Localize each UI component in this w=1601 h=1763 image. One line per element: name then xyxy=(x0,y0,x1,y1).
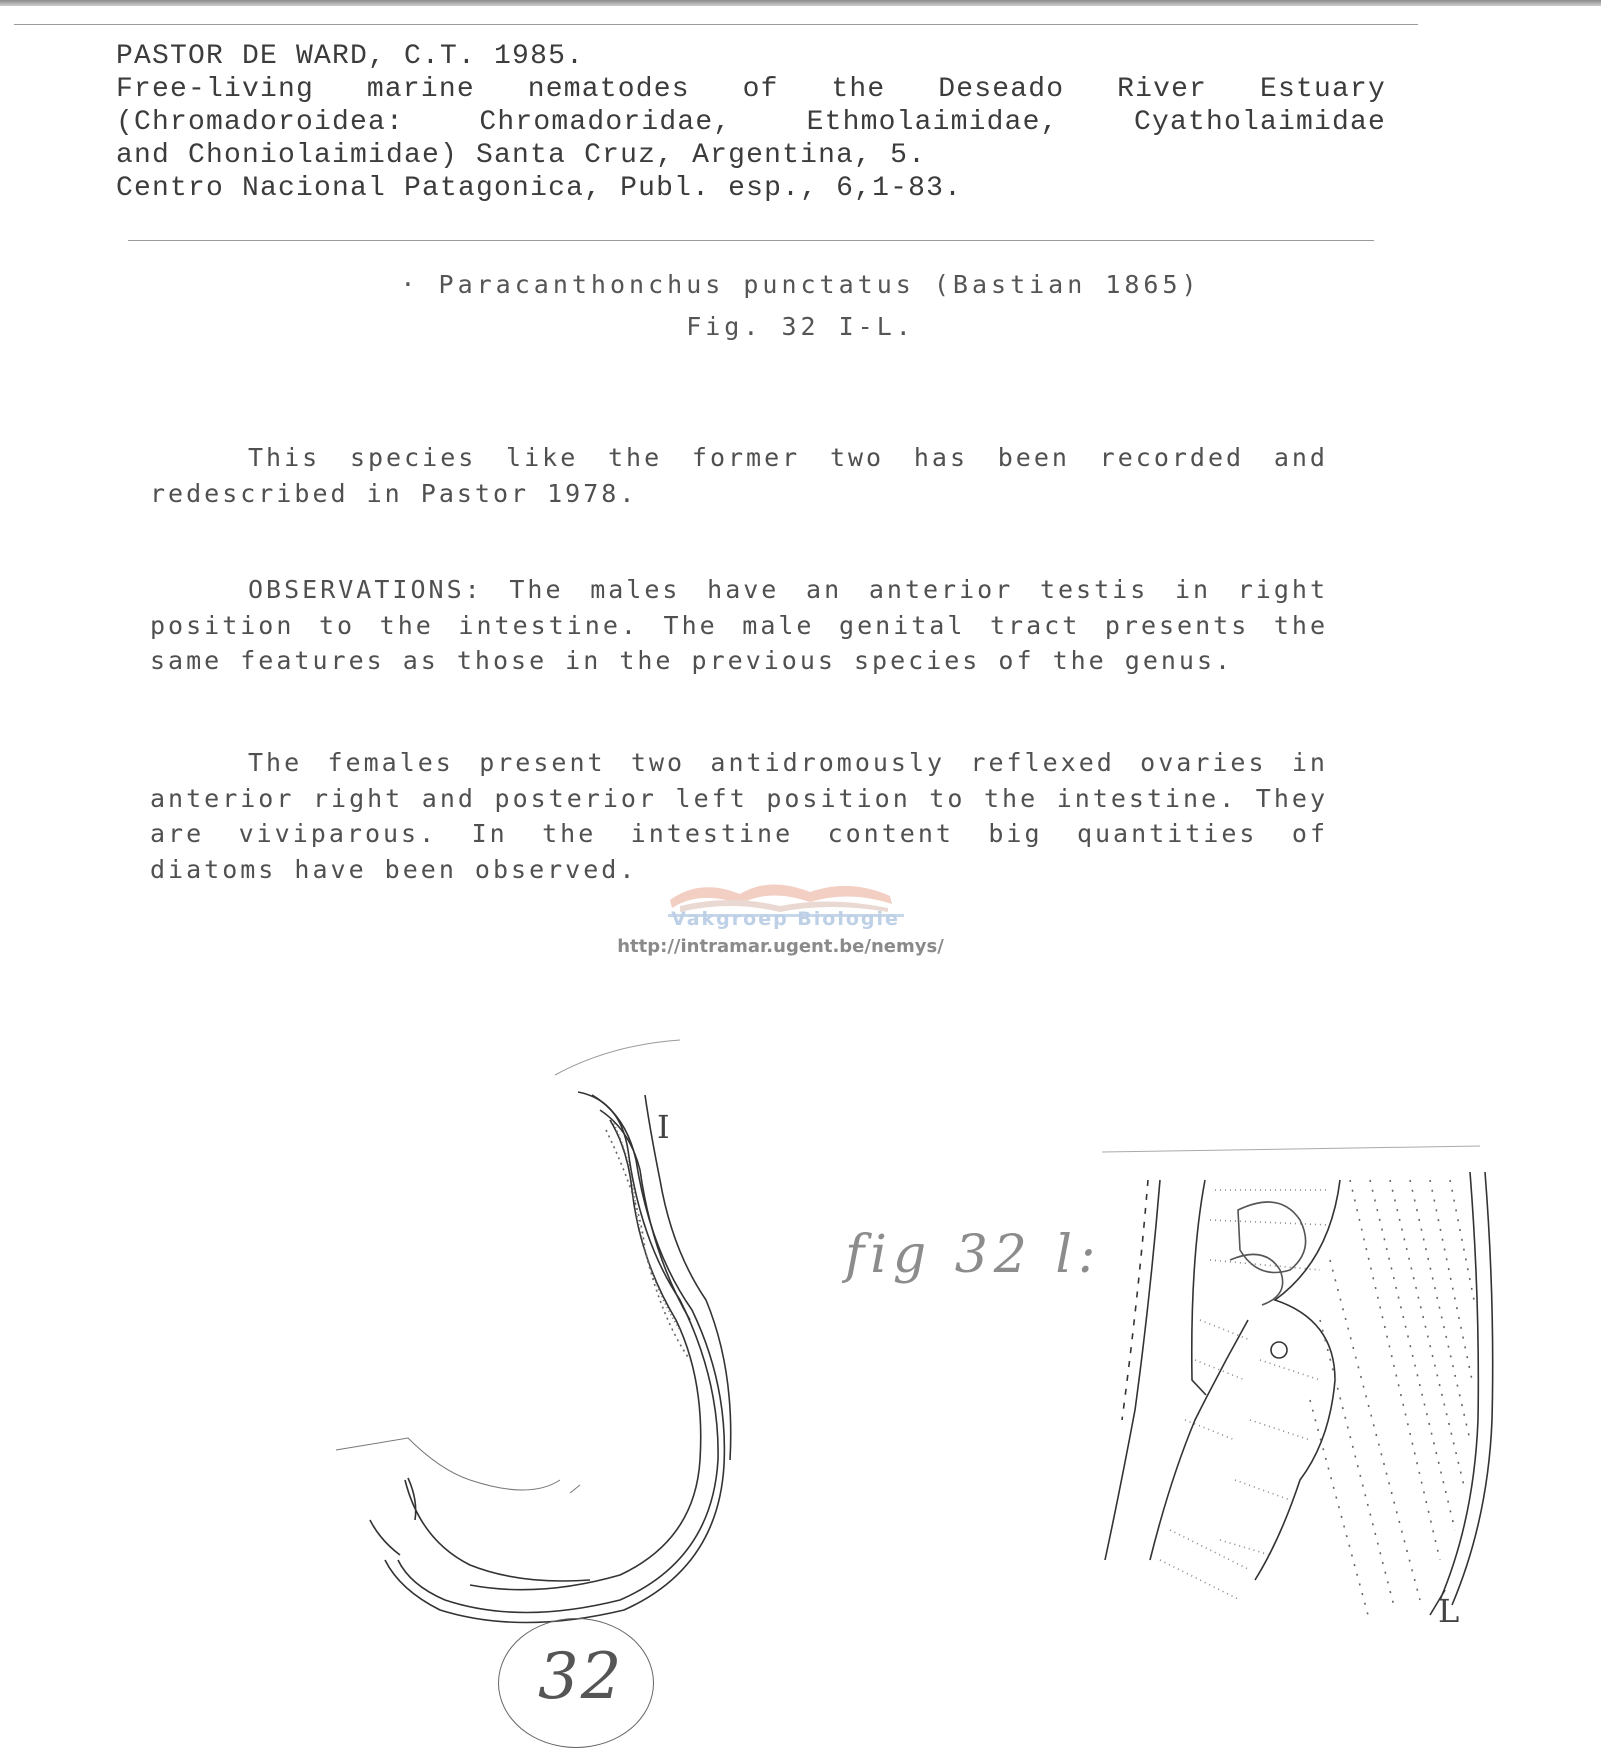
citation-title-line-1: Free-living marine nematodes of the Deseado River Estuary xyxy=(116,74,1386,105)
figure-reference: Fig. 32 I-L. xyxy=(686,312,915,341)
circled-figure-number: 32 xyxy=(538,1640,624,1714)
citation-publisher: Centro Nacional Patagonica, Publ. esp., 6,1-83. xyxy=(116,173,963,204)
citation-author-year: PASTOR DE WARD, C.T. 1985. xyxy=(116,41,585,72)
watermark-name: Vakgroep Biologie xyxy=(671,908,900,930)
figure-i-nematode-tail xyxy=(336,1040,731,1623)
watermark-url: http://intramar.ugent.be/nemys/ xyxy=(617,936,944,957)
paragraph-text: This species like the former two has been recorded and redescribed in Pastor 1978. xyxy=(150,443,1328,508)
figure-label-i: I xyxy=(657,1108,670,1146)
figure-label-l: L xyxy=(1438,1592,1460,1630)
handwritten-note: fig 32 l: xyxy=(845,1225,1102,1285)
paragraph-text: The females present two antidromously reflexed ovaries in anterior right and posterior left position to the intestine. They are viviparous. In the intestine content big quantities of diatoms have been observed. xyxy=(150,748,1328,884)
species-heading: · Paracanthonchus punctatus (Bastian 1865) xyxy=(400,270,1201,299)
citation-title-line-3: and Choniolaimidae) Santa Cruz, Argentina, 5. xyxy=(116,140,927,171)
citation-title-line-2: (Chromadoroidea: Chromadoridae, Ethmolaimidae, Cyatholaimidae xyxy=(116,107,1386,138)
paragraph-text: OBSERVATIONS: The males have an anterior testis in right position to the intestine. The male genital tract presents the same features as those in the previous species of the genus. xyxy=(150,575,1328,675)
figure-l-body-section xyxy=(1102,1146,1493,1615)
